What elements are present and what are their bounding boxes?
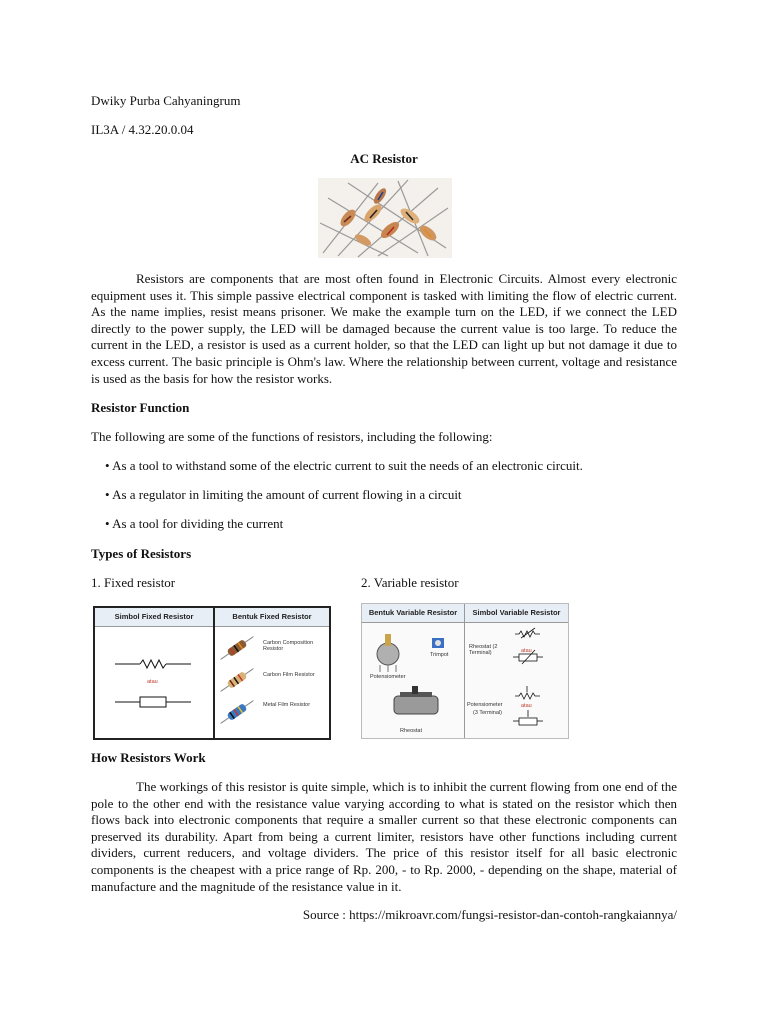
atau-label: atau [521, 648, 532, 654]
intro-paragraph-text: Resistors are components that are most often found in Electronic Circuits. Almost every electronic equipment uses it. This simple passive electrical component is tasked with limiting the flow of electric current. As the name implies, resist means prisoner. We make the example turn on the LED, if we connect the LED directly to the power supply, the LED will be damaged because the current value is too large. To reduce the current in the LED, a resistor is used as a current holder, so that the LED can light up but not damage it due to excess current. The basic principle is Ohm's law. Where the relationship between current, voltage and resistance is used as the basis for how the resistor works. [91, 271, 677, 386]
source-citation: Source : https://mikroavr.com/fungsi-resistor-dan-contoh-rangkaiannya/ [302, 907, 677, 922]
atau-label: atau [521, 703, 532, 709]
trimpot-label: Trimpot [430, 652, 449, 658]
variable-resistor-table [361, 603, 569, 739]
variable-symbol-column [465, 604, 568, 738]
rheostat-symbol-label: Rheostat (2 Terminal) [469, 644, 498, 656]
fixed-shape-column [215, 608, 329, 738]
author-name: Dwiky Purba Cahyaningrum [91, 93, 241, 108]
work-paragraph [91, 779, 677, 895]
fixed-shape-header: Bentuk Fixed Resistor [215, 608, 329, 627]
class-id: IL3A / 4.32.20.0.04 [91, 122, 194, 137]
function-heading: Resistor Function [91, 400, 190, 415]
potensiometer-label: Potensiometer [370, 674, 406, 680]
bullet-item: • As a tool to withstand some of the electric current to suit the needs of an electronic circuit. [105, 458, 583, 473]
intro-paragraph [91, 271, 677, 387]
fixed-symbol-header: Simbol Fixed Resistor [95, 608, 213, 627]
work-paragraph-text: The workings of this resistor is quite simple, which is to inhibit the current flowing from one end of the pole to the other end with the resistance value varying according to what is stated on the resistor which then flows back into electronic components that require a smaller current so that these electronic components can preserved its durability. Apart from being a current limiter, resistors have other functions including current dividers, current reducers, and voltage dividers. The price of this resistor itself for all basic electronic components is the cheapest with a price range of Rp. 200, - to Rp. 2000, - depending on the shape, material of manufacture and the magnitude of the resistance value in it. [91, 779, 677, 894]
metal-film-label: Metal Film Resistor [263, 702, 311, 708]
carbon-composition-label: Carbon Composition Resistor [263, 640, 314, 652]
terminal-label: (3 Terminal) [473, 710, 502, 716]
document-title: AC Resistor [350, 151, 418, 166]
function-intro: The following are some of the functions of resistors, including the following: [91, 429, 493, 444]
types-heading: Types of Resistors [91, 546, 192, 561]
atau-label: atau [147, 679, 158, 685]
carbon-film-label: Carbon Film Resistor [263, 672, 315, 678]
fixed-resistor-label: 1. Fixed resistor [91, 575, 176, 590]
fixed-resistor-table [93, 606, 331, 740]
variable-shape-column [362, 604, 465, 738]
work-heading: How Resistors Work [91, 750, 206, 765]
bullet-item: • As a regulator in limiting the amount of current flowing in a circuit [105, 487, 462, 502]
variable-shape-header: Bentuk Variable Resistor [362, 604, 464, 623]
fixed-symbol-column [95, 608, 215, 738]
variable-resistor-shapes [362, 624, 464, 736]
resistors-photo [318, 178, 452, 258]
potensiometer-symbol-label: Potensiometer [467, 702, 503, 708]
rheostat-label: Rheostat [400, 728, 423, 734]
variable-resistor-label: 2. Variable resistor [361, 575, 459, 590]
variable-symbol-header: Simbol Variable Resistor [465, 604, 568, 623]
variable-resistor-symbols [465, 624, 568, 736]
bullet-item: • As a tool for dividing the current [105, 516, 284, 531]
